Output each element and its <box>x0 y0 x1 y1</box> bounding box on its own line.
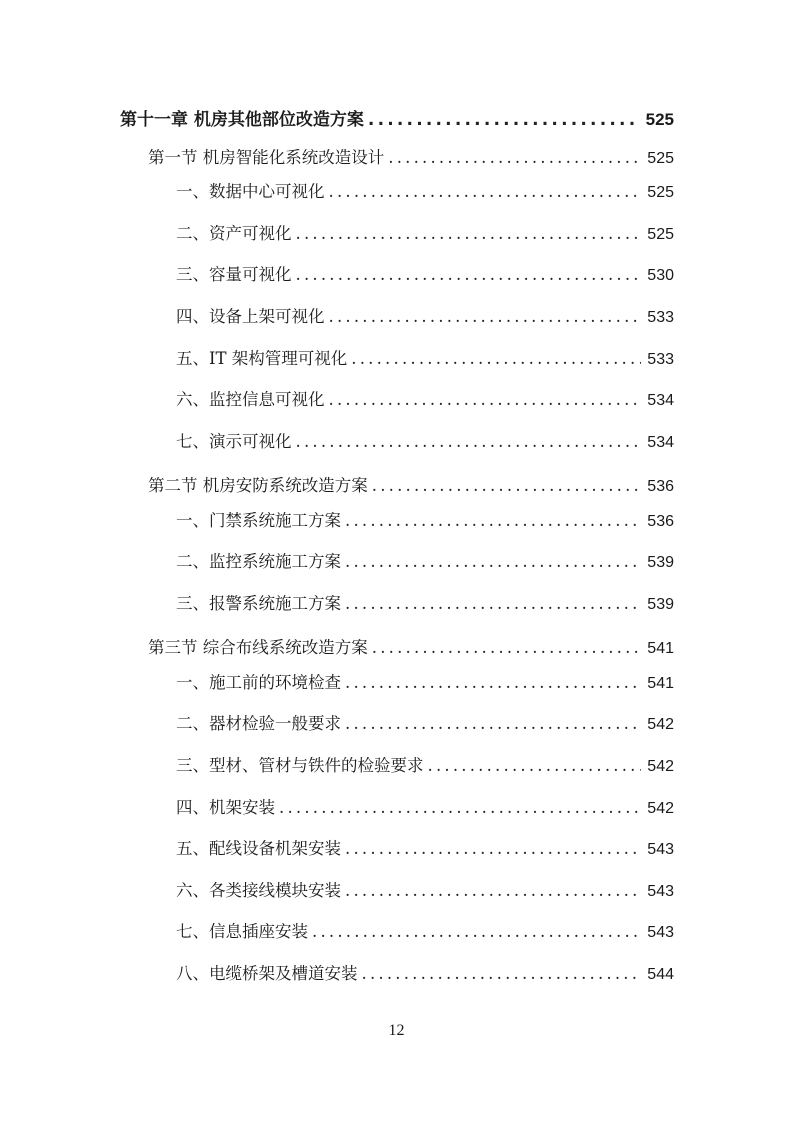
toc-item-page: 536 <box>647 513 674 530</box>
dot-leader <box>351 348 641 370</box>
toc-item-title: 三、容量可视化 <box>176 265 292 284</box>
toc-item-page: 533 <box>647 309 674 326</box>
dot-leader <box>368 109 640 131</box>
toc-item-entry[interactable] <box>176 264 674 287</box>
toc-item-entry[interactable] <box>176 713 674 736</box>
toc-chapter-page: 525 <box>645 110 674 129</box>
toc-item-entry[interactable] <box>176 551 674 574</box>
dot-leader <box>372 637 642 659</box>
toc-item-page: 525 <box>647 184 674 201</box>
dot-leader <box>362 963 642 985</box>
dot-leader <box>279 797 641 819</box>
dot-leader <box>329 306 642 328</box>
toc-item-entry[interactable] <box>176 306 674 329</box>
toc-item-page: 542 <box>647 758 674 775</box>
toc-item-page: 544 <box>647 966 674 983</box>
toc-item-entry[interactable] <box>176 672 674 695</box>
toc-item-page: 534 <box>647 434 674 451</box>
toc-item-title: 三、型材、管材与铁件的检验要求 <box>176 756 424 775</box>
toc-item-title: 八、电缆桥架及槽道安装 <box>176 964 358 983</box>
toc-item-title: 六、各类接线模块安装 <box>176 881 341 900</box>
toc-item-title: 三、报警系统施工方案 <box>176 594 341 613</box>
dot-leader <box>372 475 642 497</box>
dot-leader <box>345 593 641 615</box>
toc-item-title: 四、设备上架可视化 <box>176 307 325 326</box>
dot-leader <box>329 181 642 203</box>
dot-leader <box>345 838 641 860</box>
toc-item-page: 542 <box>647 716 674 733</box>
toc-item-page: 541 <box>647 675 674 692</box>
dot-leader <box>428 755 642 777</box>
toc-section-entry[interactable] <box>148 147 674 170</box>
toc-section-title: 第一节 机房智能化系统改造设计 <box>148 148 385 167</box>
toc-item-page: 534 <box>647 392 674 409</box>
toc-item-title: 六、监控信息可视化 <box>176 390 325 409</box>
toc-item-entry[interactable] <box>176 880 674 903</box>
toc-item-title: 二、器材检验一般要求 <box>176 714 341 733</box>
dot-leader <box>296 223 642 245</box>
toc-section-page: 536 <box>647 478 674 495</box>
toc-item-page: 543 <box>647 924 674 941</box>
toc-item-entry[interactable] <box>176 348 674 371</box>
toc-section-title: 第二节 机房安防系统改造方案 <box>148 476 368 495</box>
dot-leader <box>345 510 641 532</box>
toc-section-entry[interactable] <box>148 637 674 660</box>
dot-leader <box>345 551 641 573</box>
toc-chapter-entry[interactable] <box>120 109 674 131</box>
dot-leader <box>296 264 642 286</box>
toc-item-entry[interactable] <box>176 921 674 944</box>
toc-item-entry[interactable] <box>176 755 674 778</box>
dot-leader <box>329 389 642 411</box>
toc-item-page: 539 <box>647 596 674 613</box>
toc-item-entry[interactable] <box>176 510 674 533</box>
toc-item-entry[interactable] <box>176 963 674 986</box>
dot-leader <box>388 147 641 169</box>
page-number-footer: 12 <box>388 1022 405 1039</box>
toc-item-entry[interactable] <box>176 431 674 454</box>
toc-item-title: 一、门禁系统施工方案 <box>176 511 341 530</box>
toc-section-page: 541 <box>647 640 674 657</box>
toc-item-title: 五、IT 架构管理可视化 <box>176 349 348 368</box>
toc-item-title: 一、数据中心可视化 <box>176 182 325 201</box>
toc-item-page: 543 <box>647 883 674 900</box>
toc-item-title: 二、资产可视化 <box>176 224 292 243</box>
dot-leader <box>345 880 641 902</box>
toc-item-title: 七、演示可视化 <box>176 432 292 451</box>
toc-item-page: 543 <box>647 841 674 858</box>
toc-item-entry[interactable] <box>176 797 674 820</box>
toc-item-page: 533 <box>647 351 674 368</box>
toc-item-entry[interactable] <box>176 223 674 246</box>
toc-item-title: 五、配线设备机架安装 <box>176 839 341 858</box>
toc-item-entry[interactable] <box>176 838 674 861</box>
toc-item-title: 四、机架安装 <box>176 798 275 817</box>
dot-leader <box>312 921 641 943</box>
toc-item-entry[interactable] <box>176 389 674 412</box>
dot-leader <box>296 431 642 453</box>
toc-chapter-title: 第十一章 机房其他部位改造方案 <box>120 110 364 130</box>
toc-section-entry[interactable] <box>148 475 674 498</box>
toc-item-page: 525 <box>647 226 674 243</box>
toc-item-entry[interactable] <box>176 593 674 616</box>
toc-section-title: 第三节 综合布线系统改造方案 <box>148 638 368 657</box>
toc-item-title: 二、监控系统施工方案 <box>176 552 341 571</box>
toc-item-title: 七、信息插座安装 <box>176 922 308 941</box>
toc-item-title: 一、施工前的环境检查 <box>176 673 341 692</box>
toc-section-page: 525 <box>647 150 674 167</box>
toc-item-entry[interactable] <box>176 181 674 204</box>
dot-leader <box>345 672 641 694</box>
toc-item-page: 539 <box>647 554 674 571</box>
dot-leader <box>345 713 641 735</box>
toc-item-page: 542 <box>647 800 674 817</box>
toc-item-page: 530 <box>647 267 674 284</box>
